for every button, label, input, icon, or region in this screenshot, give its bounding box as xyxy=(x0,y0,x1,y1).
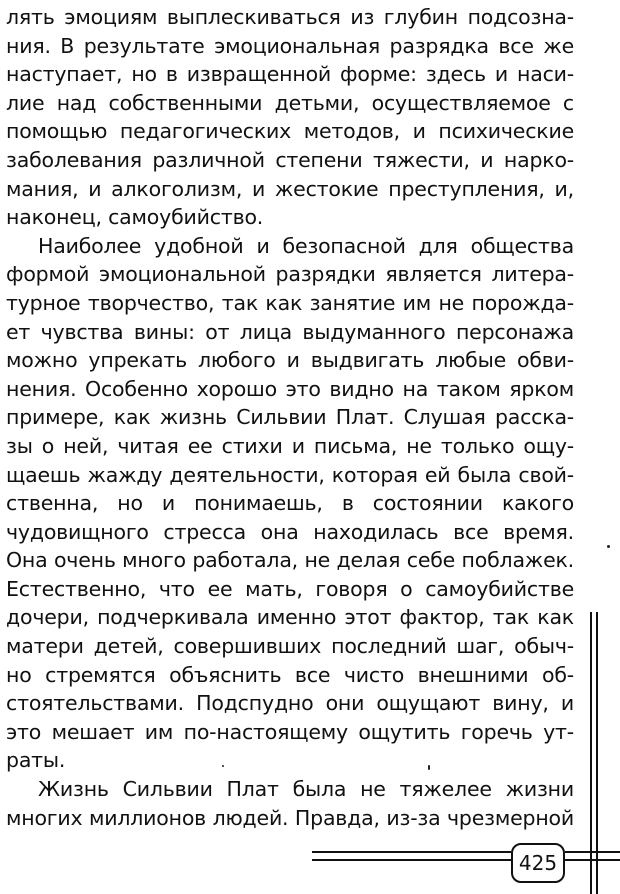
text-line: турное творчество, так как занятие им не порожда- xyxy=(6,290,574,315)
text-line: ет чувства вины: от лица выдуманного персонажа xyxy=(6,319,574,344)
text-line: щаешь жажду деятельности, которая ей была свой- xyxy=(6,462,574,487)
footer-rule xyxy=(312,859,511,861)
text-line: можно упрекать любого и выдвигать любые обви- xyxy=(6,348,574,373)
scan-speck xyxy=(607,545,610,548)
text-line: помощью педагогических методов, и психические xyxy=(6,119,574,144)
text-line: но стремятся объяснить все чисто внешними об- xyxy=(6,662,574,687)
text-line: Естественно, что ее мать, говоря о самоубийстве xyxy=(6,576,574,601)
text-line: ния. В результате эмоциональная разрядка все же xyxy=(6,33,574,58)
text-line: раты. xyxy=(6,748,66,773)
text-line: Она очень много работала, не делая себе поблажек. xyxy=(6,548,574,573)
body-text xyxy=(6,3,574,832)
text-line: заболевания различной степени тяжести, и нарко- xyxy=(6,147,574,172)
page-number xyxy=(511,843,565,883)
text-line: примере, как жизнь Сильвии Плат. Слушая расска- xyxy=(6,405,574,430)
text-line: стоятельствами. Подспудно они ощущают вину, и xyxy=(6,691,574,716)
text-line: ственна, но и понимаешь, в состоянии какого xyxy=(6,491,574,516)
text-line: нения. Особенно хорошо это видно на таком ярком xyxy=(6,376,574,401)
text-line: Жизнь Сильвии Плат была не тяжелее жизни xyxy=(38,777,574,802)
text-line: зы о ней, читая ее стихи и письма, не только ощу- xyxy=(6,433,574,458)
text-line: Наиболее удобной и безопасной для общества xyxy=(38,233,574,258)
footer-rule xyxy=(565,859,620,861)
text-line: наступает, но в извращенной форме: здесь и наси- xyxy=(6,62,574,87)
footer-rule xyxy=(312,851,511,853)
scan-speck xyxy=(222,765,224,767)
text-line: лять эмоциям выплескиваться из глубин подсозна- xyxy=(6,5,574,29)
text-line: дочери, подчеркивала именно этот фактор, так как xyxy=(6,605,574,630)
text-line: матери детей, совершивших последний шаг, обыч- xyxy=(6,634,574,659)
footer-rule xyxy=(565,851,620,853)
text-line: чудовищного стресса она находилась все время. xyxy=(6,519,574,544)
text-line: лие над собственными детьми, осуществляемое с xyxy=(6,90,574,115)
text-line: формой эмоциональной разрядки является литера- xyxy=(6,262,574,287)
text-line: наконец, самоубийство. xyxy=(6,205,264,230)
text-line: многих миллионов людей. Правда, из-за чрезмерной xyxy=(6,805,574,830)
text-line: мания, и алкоголизм, и жестокие преступления, и, xyxy=(6,176,574,201)
page-number-text: 425 xyxy=(518,851,558,875)
text-line: это мешает им по-настоящему ощутить горечь ут- xyxy=(6,719,574,744)
scan-speck xyxy=(428,765,430,770)
